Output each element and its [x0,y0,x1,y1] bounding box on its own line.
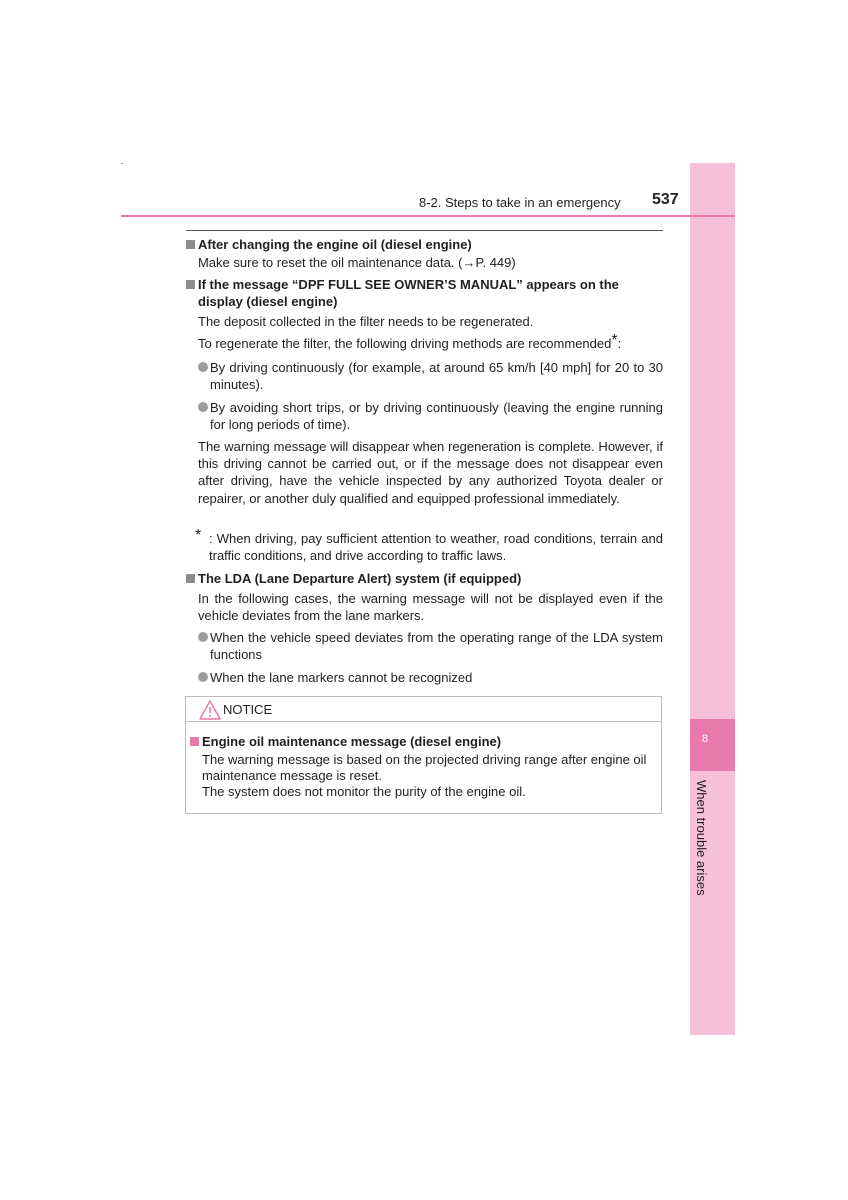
paragraph: The deposit collected in the filter needs to be regenerated. [198,314,534,329]
notice-body: The warning message is based on the projected driving range after engine oil maintenance message is reset. The system does not monitor the purity of the engine oil. [202,752,647,799]
footnote-mark: * [195,527,202,544]
round-bullet-icon [198,672,208,682]
list-item: When the vehicle speed deviates from the operating range of the LDA system functions [198,629,663,663]
page-number: 537 [652,191,679,208]
notice-heading: Engine oil maintenance message (diesel engine) [190,734,501,749]
section-heading: The LDA (Lane Departure Alert) system (if equipped) [186,570,664,587]
header-rule [121,215,735,217]
section-heading: After changing the engine oil (diesel engine) [186,236,664,253]
square-bullet-icon [190,737,199,746]
list-item: By avoiding short trips, or by driving continuously (leaving the engine running for long periods of time). [198,399,663,433]
square-bullet-icon [186,574,195,583]
paragraph: Make sure to reset the oil maintenance data. (→P. 449) [198,255,516,270]
warning-triangle-icon [199,700,221,720]
paragraph: In the following cases, the warning message will not be displayed even if the vehicle deviates from the lane markers. [198,591,663,624]
square-bullet-icon [186,240,195,249]
notice-divider [185,721,662,722]
paragraph: The warning message will disappear when regeneration is complete. However, if this driving cannot be carried out, or if the message does not disappear even after driving, have the vehicle inspected by any authorized Toyota dealer or repairer, or another duly qualified and equipped professional immediately. [198,439,663,506]
notice-title: NOTICE [223,702,273,717]
round-bullet-icon [198,362,208,372]
list-item: By driving continuously (for example, at around 65 km/h [40 mph] for 20 to 30 minutes). [198,359,663,393]
footnote: * : When driving, pay sufficient attention to weather, road conditions, terrain and traffic conditions, and drive according to traffic laws. [195,527,663,563]
section-heading: If the message “DPF FULL SEE OWNER’S MANUAL” appears on the display (diesel engine) [186,276,664,310]
chapter-number-box [690,719,735,771]
chapter-title: When trouble arises [694,780,709,896]
content-top-rule [186,230,663,231]
round-bullet-icon [198,402,208,412]
round-bullet-icon [198,632,208,642]
chapter-number: 8 [702,733,709,745]
running-header: 8-2. Steps to take in an emergency [419,195,621,210]
list-item: When the lane markers cannot be recognized [198,669,663,686]
crop-mark [121,163,123,164]
paragraph: To regenerate the filter, the following driving methods are recommended*: [198,332,622,351]
square-bullet-icon [186,280,195,289]
